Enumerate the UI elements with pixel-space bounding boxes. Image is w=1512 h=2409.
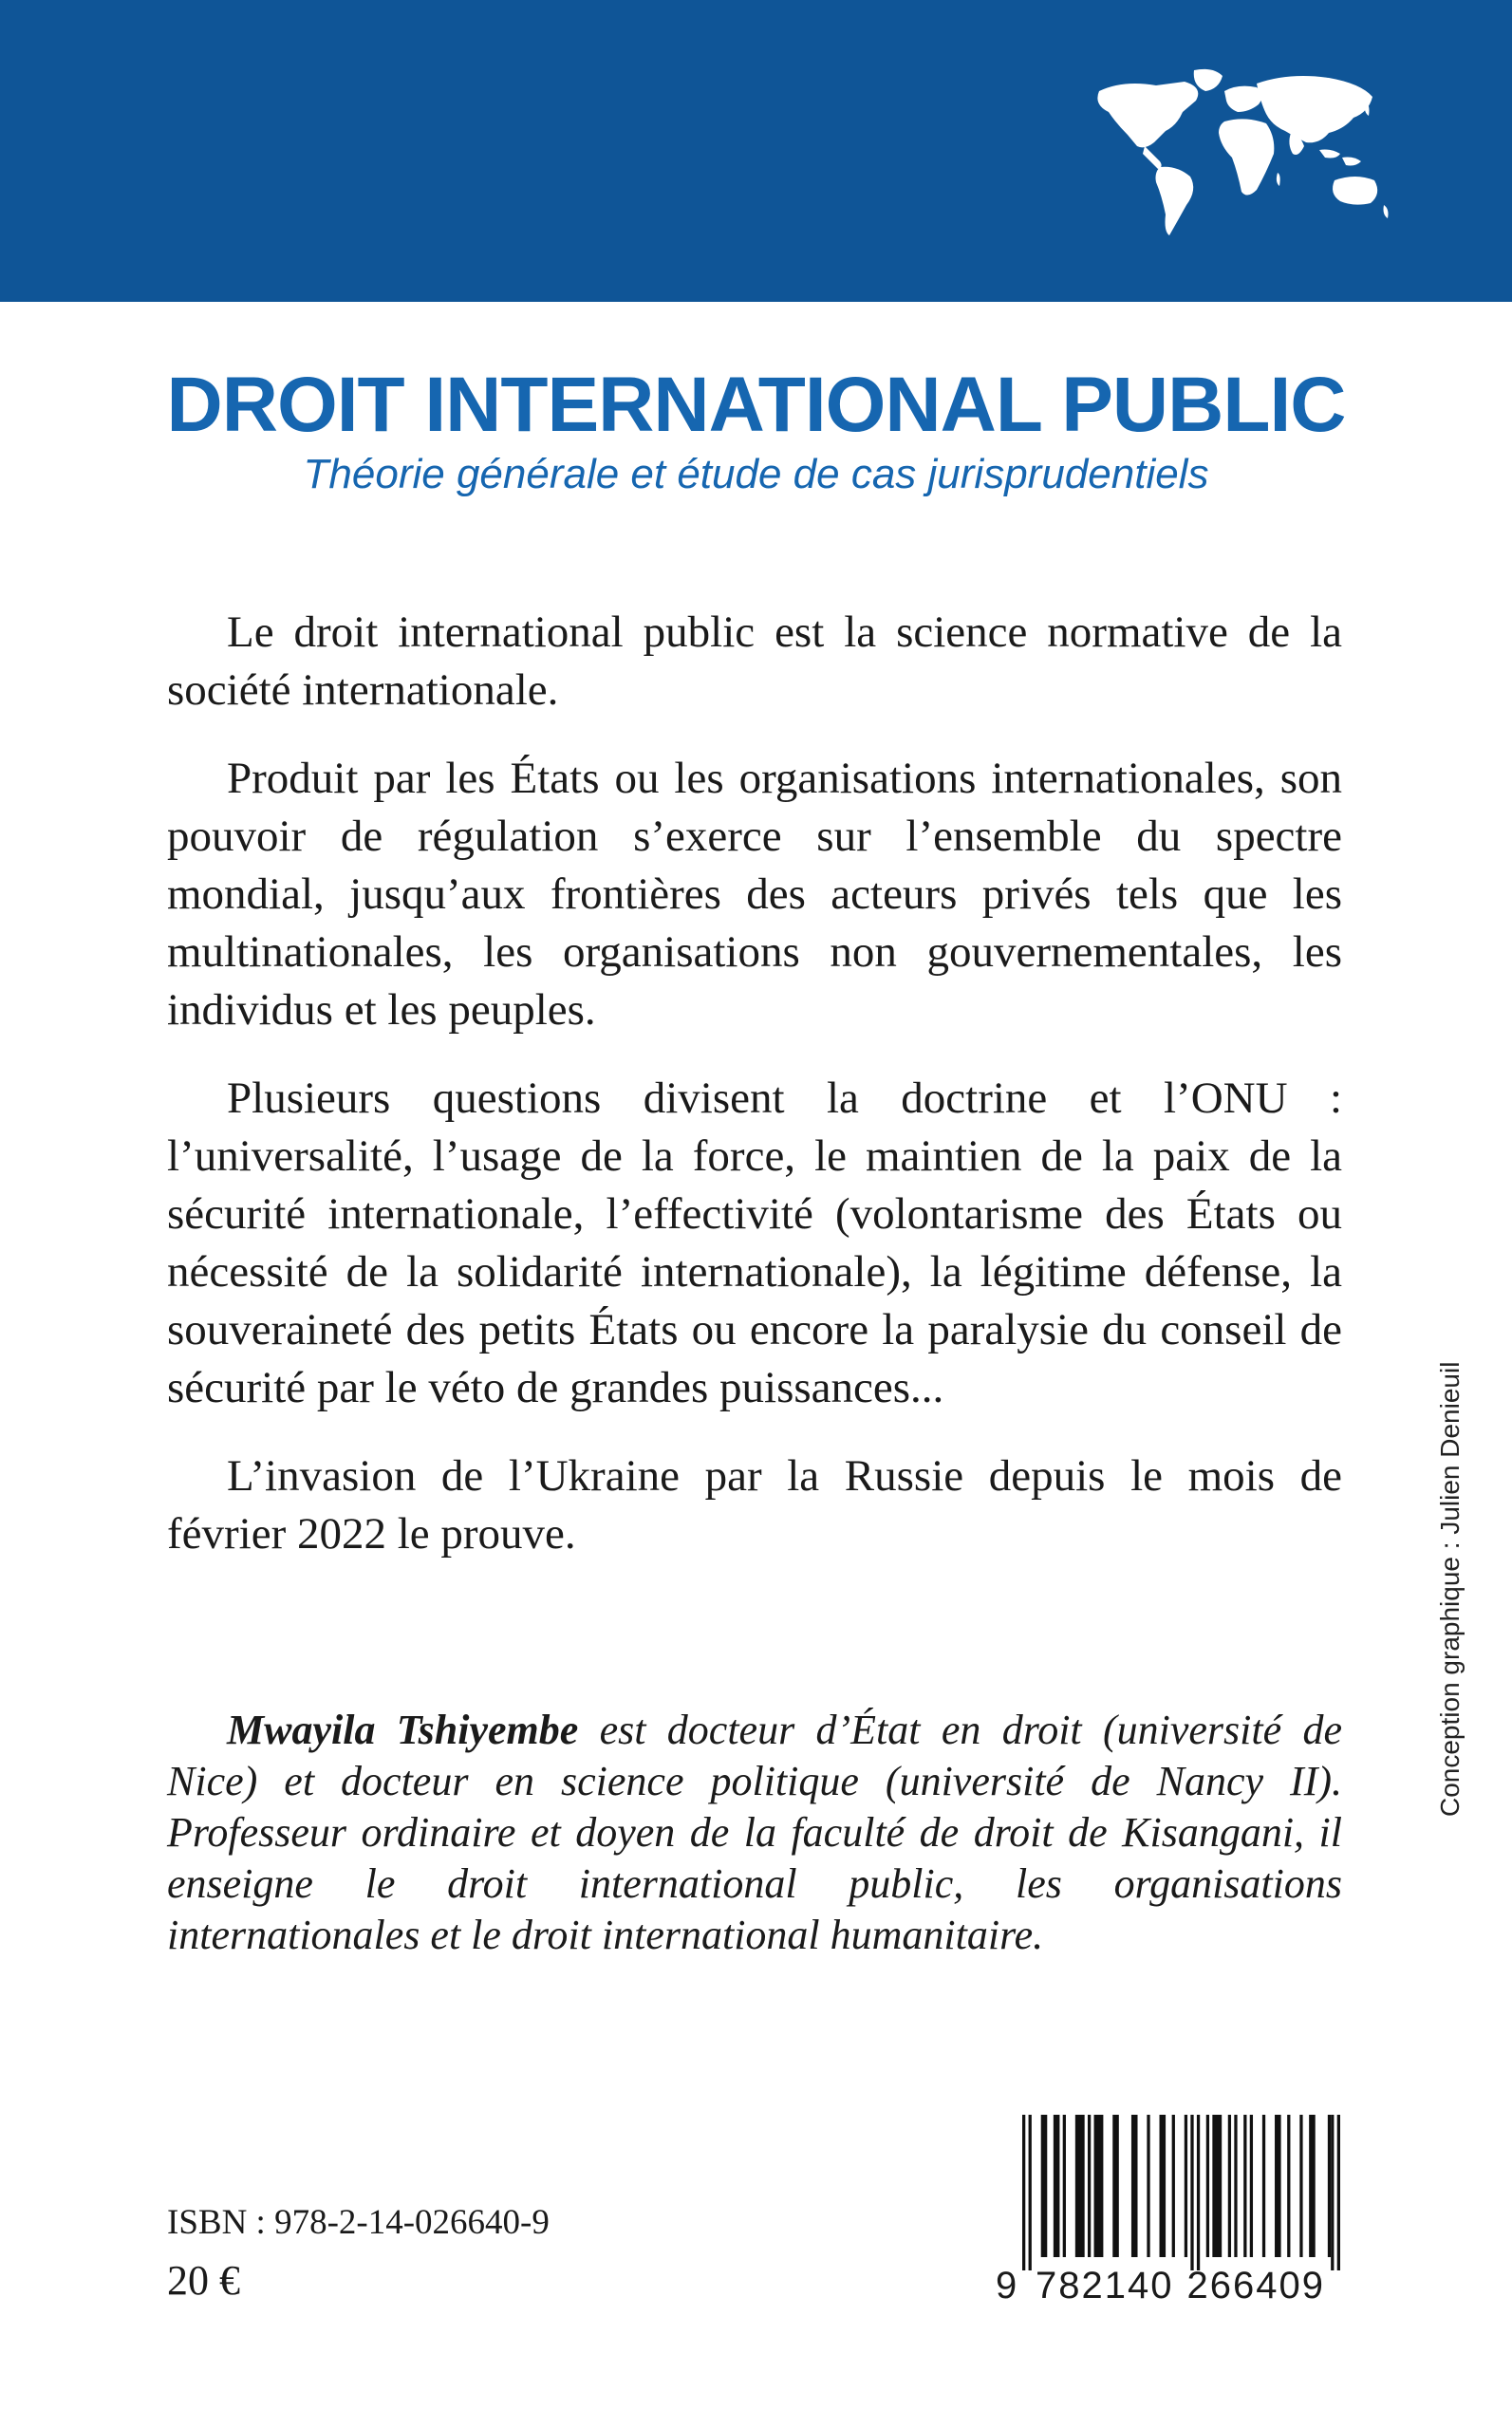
barcode-bar <box>1228 2115 1231 2257</box>
barcode-bar <box>1262 2115 1265 2257</box>
barcode-digits <box>996 2267 1343 2305</box>
barcode-bar <box>1328 2115 1331 2257</box>
summary-paragraph: Le droit international public est la science normative de la société internationale. <box>167 607 1342 715</box>
barcode-left-group: 782140 <box>1036 2265 1174 2306</box>
barcode-bar <box>1190 2115 1193 2270</box>
barcode-bar <box>1287 2115 1290 2257</box>
barcode-bar <box>1206 2115 1209 2257</box>
isbn: ISBN : 978-2-14-026640-9 <box>167 2203 550 2242</box>
barcode-bar <box>1063 2115 1066 2257</box>
barcode-bar <box>1212 2115 1222 2257</box>
barcode-bar <box>1185 2115 1187 2257</box>
summary-paragraph: Produit par les États ou les organisations internationales, son pouvoir de régulation s’exerce sur l’ensemble du spectre mondial, jusqu’aux frontières des acteurs privés tels que les multinationales, les organisations non gouvernementales, les individus et les peuples. <box>167 754 1342 1035</box>
world-map-icon <box>1071 63 1393 243</box>
summary-paragraph: L’invasion de l’Ukraine par la Russie depuis le mois de février 2022 le prouve. <box>167 1451 1342 1559</box>
barcode-bar <box>1160 2115 1167 2257</box>
summary-paragraph: Plusieurs questions divisent la doctrine et l’ONU : l’universalité, l’usage de la force, le maintien de la paix de la sécurité internationale, l’effectivité (volontarisme des États ou nécessité de la solidarité internationale), la légitime défense, la souveraineté des petits États ou encore la paralysie du conseil de sécurité par le véto de grandes puissances... <box>167 1074 1342 1412</box>
barcode-bar <box>1331 2115 1334 2270</box>
back-cover-summary <box>167 604 1342 1594</box>
barcode-right-group: 266409 <box>1186 2265 1325 2306</box>
price: 20 € <box>167 2257 240 2304</box>
barcode-bar <box>1022 2115 1025 2270</box>
author-bio-text: est docteur d’État en droit (université de Nice) et docteur en science politique (université de Nancy II). Professeur ordinaire et doyen de la faculté de droit de Kisangani, il enseigne le droit international public, les organisations internationales et le droit international humanitaire. <box>167 1707 1342 1958</box>
book-subtitle: Théorie générale et étude de cas jurisprudentiels <box>303 451 1209 497</box>
barcode-bar <box>1234 2115 1237 2257</box>
barcode-bar <box>1172 2115 1175 2257</box>
barcode-bar <box>1041 2115 1048 2257</box>
barcode-bar <box>1131 2115 1138 2257</box>
barcode-bar <box>1250 2115 1253 2257</box>
barcode-bar <box>1112 2115 1119 2257</box>
barcode-lead-digit: 9 <box>996 2265 1019 2306</box>
barcode-bar <box>1337 2115 1340 2270</box>
barcode-bar <box>1147 2115 1149 2257</box>
barcode-bar <box>1275 2115 1281 2257</box>
barcode-bar <box>1075 2115 1085 2257</box>
barcode-bar <box>1197 2115 1200 2270</box>
top-color-band <box>0 0 1512 302</box>
design-credit-text: Conception graphique : Julien Denieuil <box>1435 1361 1465 1817</box>
barcode-bar <box>1299 2115 1302 2257</box>
barcode-bar <box>1029 2115 1032 2270</box>
barcode <box>996 2115 1343 2306</box>
barcode-bar <box>1309 2115 1316 2257</box>
barcode-bar <box>1094 2115 1104 2257</box>
barcode-bar <box>1054 2115 1060 2257</box>
barcode-bar <box>1088 2115 1091 2257</box>
barcode-bar <box>1243 2115 1246 2257</box>
barcode-icon <box>1022 2115 1340 2270</box>
author-bio <box>167 1705 1342 1961</box>
book-title: DROIT INTERNATIONAL PUBLIC <box>166 362 1346 448</box>
author-name: Mwayila Tshiyembe <box>227 1707 579 1753</box>
